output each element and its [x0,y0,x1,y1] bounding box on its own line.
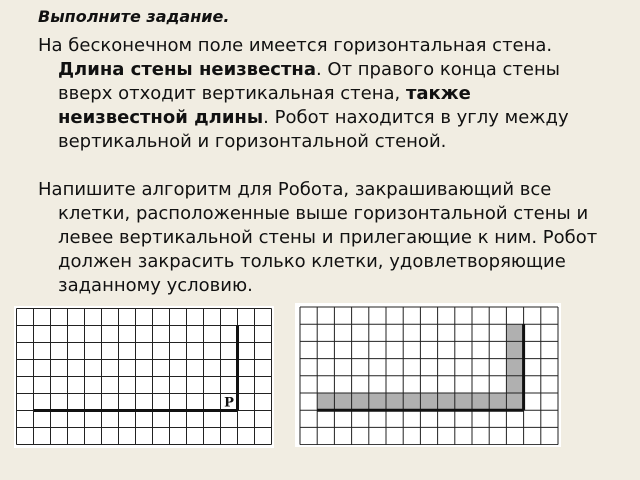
filled-cell [455,393,472,410]
filled-cell [403,393,420,410]
filled-cell [438,393,455,410]
filled-cell [489,393,506,410]
filled-cell [386,393,403,410]
solution-field-svg [297,305,559,445]
solution-field-diagram [297,305,559,445]
p1-text-c: . От правого конца стены вверх отходит вертикальная стена, [58,59,560,104]
task-paragraph-2: Напишите алгоритм для Робота, закрашивающий все клетки, расположенные выше горизонтальной стены и левее вертикальной стены и прилегающие к ним. Робот должен закрасить только клетки, удовлетворяющие заданному условию. [38,179,598,296]
robot-label: Р [224,395,234,411]
p1-bold-a: Длина стены неизвестна [58,59,316,80]
filled-cell [472,393,489,410]
filled-cell [352,393,369,410]
filled-cell [506,359,523,376]
filled-cell [506,341,523,358]
p1-bold-b: также неизвестной длины [58,83,471,128]
filled-cell [420,393,437,410]
filled-cell [506,324,523,341]
p1-text-a: На бесконечном поле имеется горизонтальная стена. [38,35,553,56]
task-paragraph-1 [38,34,578,154]
filled-cell [506,376,523,393]
filled-cell [506,393,523,410]
filled-cell [369,393,386,410]
filled-cell [334,393,351,410]
initial-field-svg [16,308,272,446]
p1-text-e: . Робот находится в углу между вертикальной и горизонтальной стеной. [58,107,569,152]
task-heading: Выполните задание. [38,7,230,26]
filled-cell [317,393,334,410]
initial-field-diagram [16,308,272,446]
